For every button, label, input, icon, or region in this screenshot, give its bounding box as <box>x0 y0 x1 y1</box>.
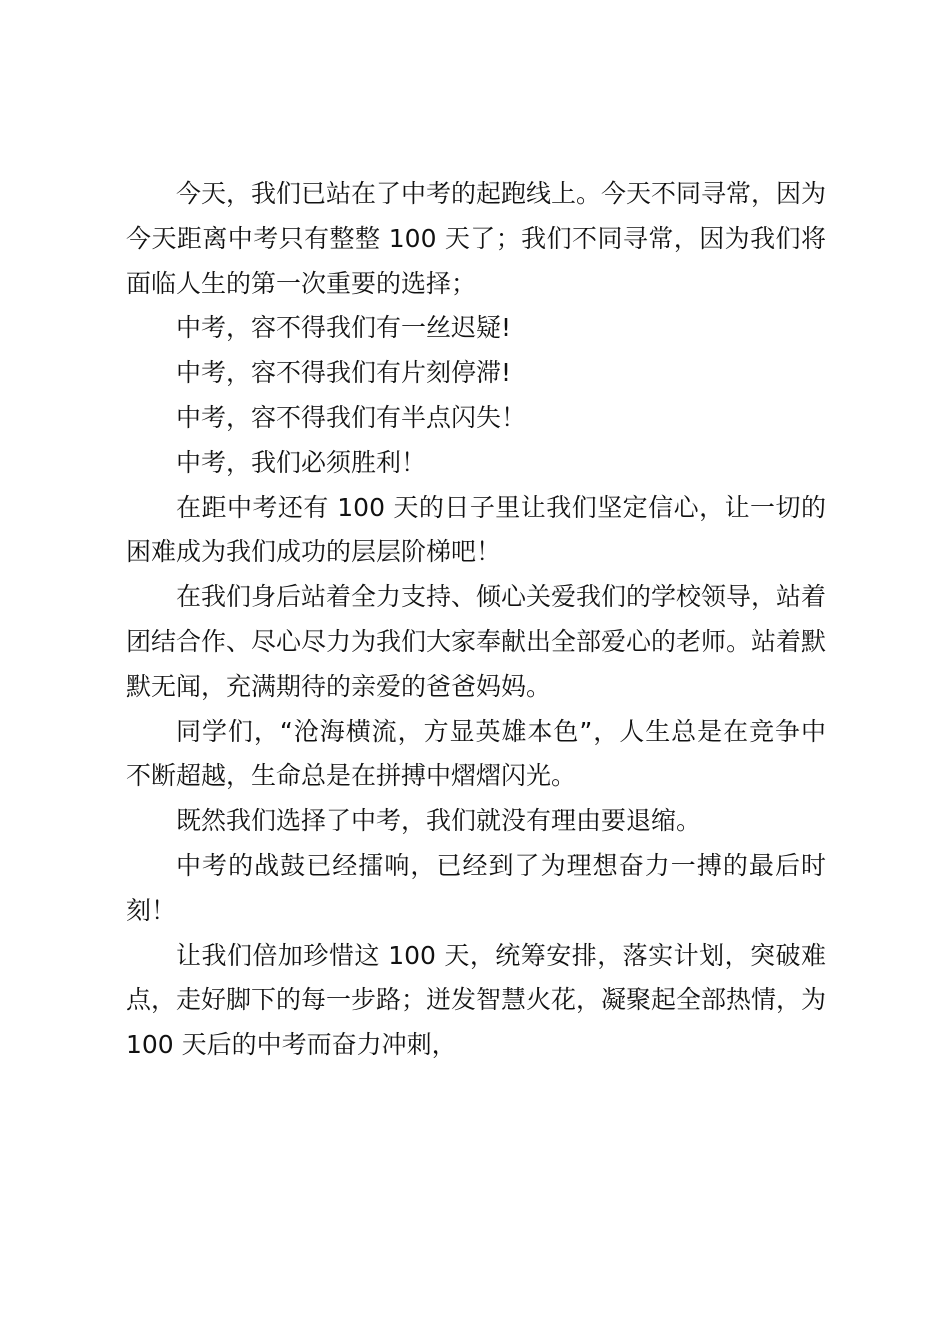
paragraph-11: 让我们倍加珍惜这 100 天，统筹安排，落实计划，突破难点，走好脚下的每一步路；迸发智慧火花，凝聚起全部热情，为 100 天后的中考而奋力冲刺， <box>126 940 827 1060</box>
paragraph-1: 今天，我们已站在了中考的起跑线上。今天不同寻常，因为今天距离中考只有整整 100 天了；我们不同寻常，因为我们将面临人生的第一次重要的选择； <box>126 179 827 298</box>
paragraph-7: 在我们身后站着全力支持、倾心关爱我们的学校领导，站着团结合作、尽心尽力为我们大家奉献出全部爱心的老师。站着默默无闻，充满期待的亲爱的爸爸妈妈。 <box>126 582 827 701</box>
paragraph-6: 在距中考还有 100 天的日子里让我们坚定信心，让一切的困难成为我们成功的层层阶梯吧！ <box>126 492 826 567</box>
paragraph-5: 中考，我们必须胜利！ <box>176 447 427 477</box>
document-body <box>126 172 826 1068</box>
paragraph-3: 中考，容不得我们有片刻停滞! <box>176 358 512 388</box>
paragraph-4: 中考，容不得我们有半点闪失！ <box>176 402 527 432</box>
paragraph-9: 既然我们选择了中考，我们就没有理由要退缩。 <box>176 806 702 836</box>
paragraph-10: 中考的战鼓已经擂响，已经到了为理想奋力一搏的最后时刻！ <box>126 850 826 925</box>
paragraph-2: 中考，容不得我们有一丝迟疑! <box>176 313 512 343</box>
paragraph-8: 同学们，“沧海横流，方显英雄本色”，人生总是在竞争中不断超越，生命总是在拼搏中熠熠闪光。 <box>126 716 826 791</box>
